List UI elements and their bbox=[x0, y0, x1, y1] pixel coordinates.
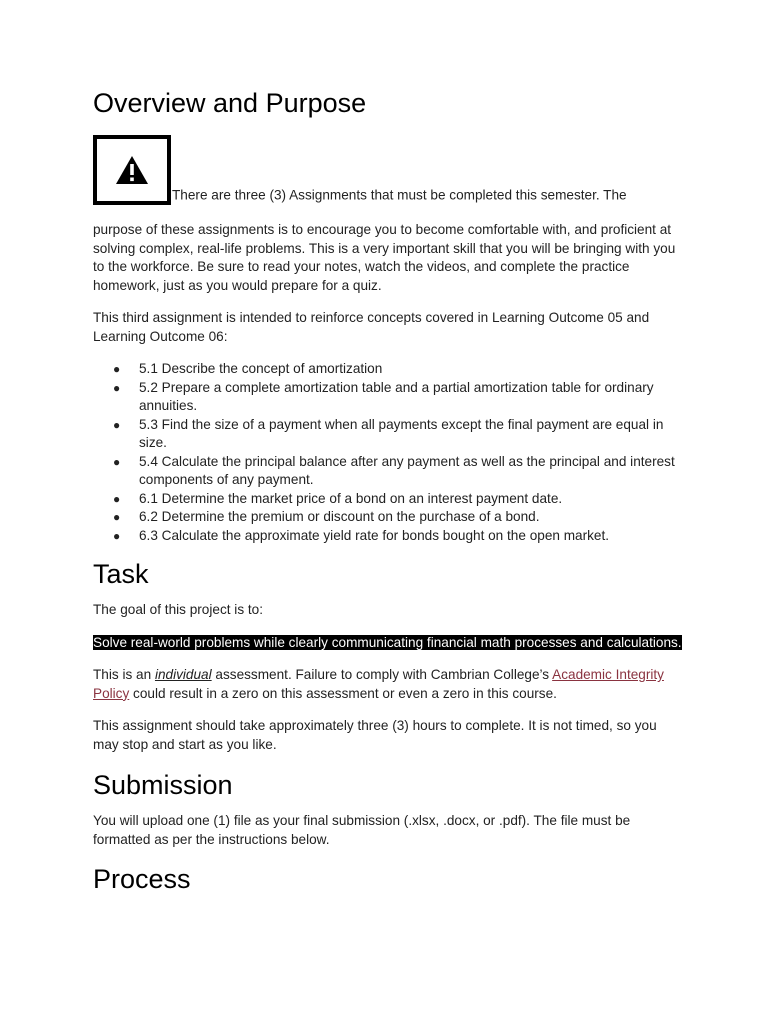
bullet-icon: ● bbox=[113, 528, 121, 543]
intro-rest-text: purpose of these assignments is to encourage you to become comfortable with, and proficient at solving complex, real-life problems. This is a very important skill that you will be bringing with you to the workforce. Be sure to read your notes, watch the videos, and complete the practice homework, just as you would prepare for a quiz. bbox=[93, 222, 676, 293]
bullet-icon: ● bbox=[113, 510, 121, 524]
submission-heading: Submission bbox=[93, 770, 233, 800]
overview-heading: Overview and Purpose bbox=[93, 88, 367, 118]
intro-paragraph bbox=[93, 135, 683, 295]
individual-word: individual bbox=[154, 667, 212, 682]
submission-paragraph: You will upload one (1) file as your final submission (.xlsx, .docx, or .pdf). The file must be formatted as per the instructions below. bbox=[93, 813, 631, 847]
list-item: ● 5.1 Describe the concept of amortization bbox=[139, 360, 683, 379]
list-item: ● 5.2 Prepare a complete amortization table and a partial amortization table for ordinary annuities. bbox=[113, 379, 654, 413]
bullet-icon: ● bbox=[113, 380, 121, 395]
academic-integrity-policy-link[interactable]: Academic Integrity Policy bbox=[93, 667, 664, 701]
task-heading: Task bbox=[93, 559, 149, 589]
learning-outcomes-list bbox=[93, 360, 683, 545]
list-item: ● 5.3 Find the size of a payment when all payments except the final payment are equal in size. bbox=[113, 416, 664, 450]
goal-paragraph: The goal of this project is to: bbox=[93, 602, 264, 617]
time-paragraph: This assignment should take approximately three (3) hours to complete. It is not timed, so you may stop and start as you like. bbox=[93, 718, 657, 752]
third-assignment-paragraph: This third assignment is intended to reinforce concepts covered in Learning Outcome 05 and Learning Outcome 06: bbox=[93, 310, 650, 344]
individual-assessment-paragraph: This is an individual assessment. Failure to comply with Cambrian College’s Academic Integrity Policy could result in a zero on this assessment or even a zero in this course. bbox=[93, 667, 664, 701]
bullet-icon: ● bbox=[113, 417, 121, 432]
list-item: ● 6.2 Determine the premium or discount on the purchase of a bond. bbox=[139, 508, 683, 527]
list-item: ● 6.1 Determine the market price of a bond on an interest payment date. bbox=[139, 490, 683, 509]
bullet-icon: ● bbox=[113, 491, 121, 506]
highlighted-goal-text: Solve real-world problems while clearly communicating financial math processes and calculations. bbox=[93, 634, 682, 650]
warning-triangle-icon bbox=[93, 135, 171, 205]
document-content bbox=[93, 86, 683, 896]
bullet-icon: ● bbox=[113, 454, 121, 469]
list-item: ● 5.4 Calculate the principal balance after any payment as well as the principal and interest components of any payment. bbox=[113, 453, 675, 487]
intro-lead-text: There are three (3) Assignments that must be completed this semester. The bbox=[172, 187, 627, 203]
highlighted-goal bbox=[93, 634, 683, 653]
process-heading: Process bbox=[93, 864, 191, 894]
list-item: ● 6.3 Calculate the approximate yield rate for bonds bought on the open market. bbox=[139, 527, 683, 546]
bullet-icon: ● bbox=[113, 362, 121, 376]
